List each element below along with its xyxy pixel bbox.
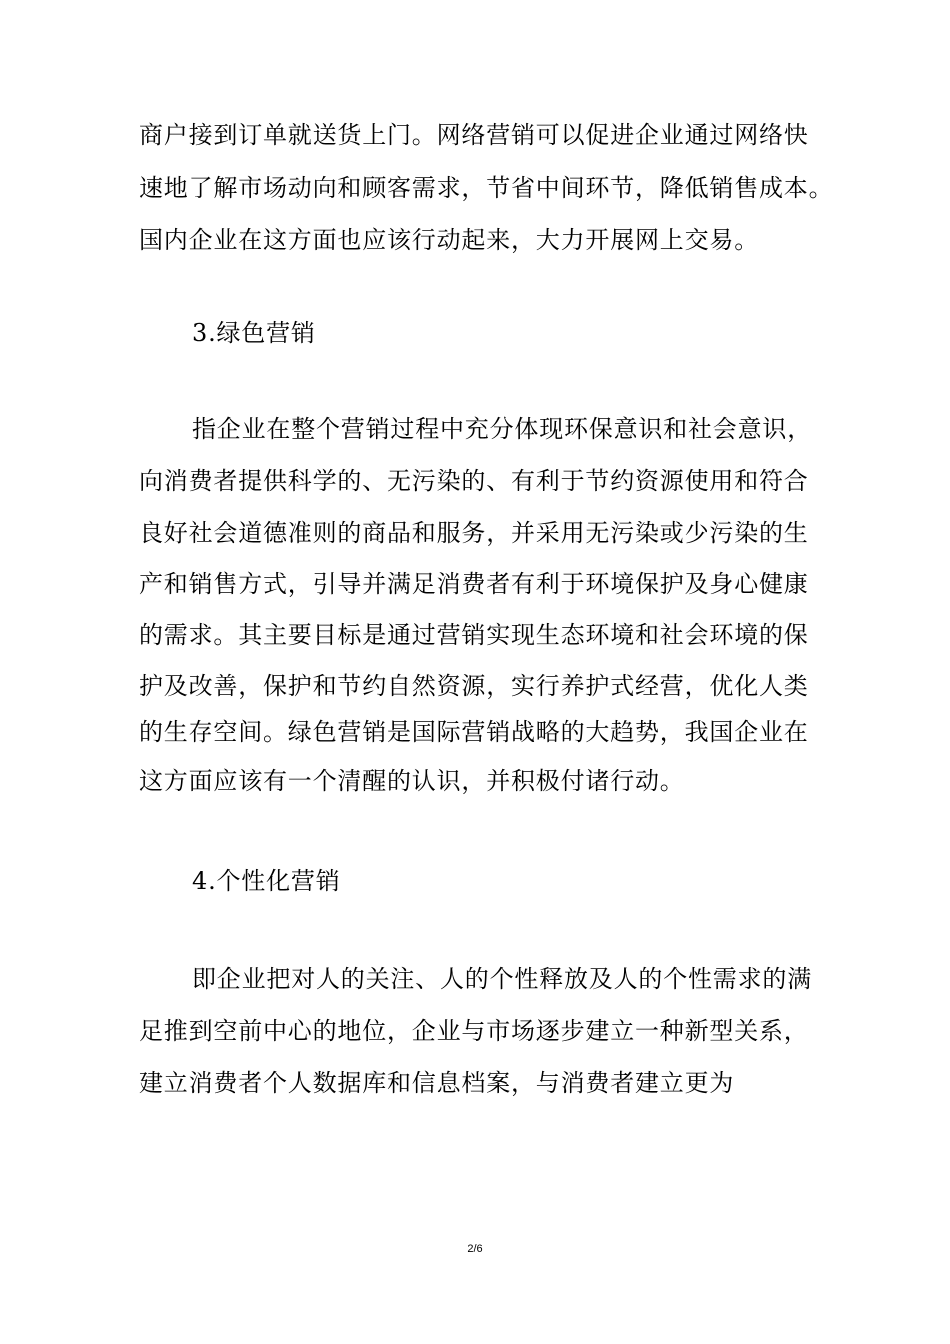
section-heading-green-marketing: 3.绿色营销 bbox=[192, 319, 316, 347]
paragraph-line: 指企业在整个营销过程中充分体现环保意识和社会意识， bbox=[192, 415, 812, 443]
paragraph-line: 商户接到订单就送货上门。网络营销可以促进企业通过网络快 bbox=[139, 121, 809, 149]
paragraph-line: 产和销售方式，引导并满足消费者有利于环境保护及身心健康 bbox=[139, 570, 809, 598]
paragraph-line: 即企业把对人的关注、人的个性释放及人的个性需求的满 bbox=[192, 965, 812, 993]
paragraph-line: 向消费者提供科学的、无污染的、有利于节约资源使用和符合 bbox=[139, 467, 809, 495]
paragraph-line: 建立消费者个人数据库和信息档案，与消费者建立更为 bbox=[139, 1069, 735, 1097]
paragraph-line: 国内企业在这方面也应该行动起来，大力开展网上交易。 bbox=[139, 226, 759, 254]
paragraph-line: 良好社会道德准则的商品和服务，并采用无污染或少污染的生 bbox=[139, 519, 809, 547]
paragraph-line: 的需求。其主要目标是通过营销实现生态环境和社会环境的保 bbox=[139, 621, 809, 649]
paragraph-line: 速地了解市场动向和顾客需求，节省中间环节，降低销售成本。 bbox=[139, 174, 834, 202]
paragraph-line: 这方面应该有一个清醒的认识，并积极付诸行动。 bbox=[139, 767, 685, 795]
paragraph-line: 护及改善，保护和节约自然资源，实行养护式经营，优化人类 bbox=[139, 672, 809, 700]
page-number: 2/6 bbox=[467, 1243, 483, 1255]
section-heading-personalized-marketing: 4.个性化营销 bbox=[192, 867, 341, 895]
paragraph-line: 的生存空间。绿色营销是国际营销战略的大趋势，我国企业在 bbox=[139, 718, 809, 746]
paragraph-line: 足推到空前中心的地位，企业与市场逐步建立一种新型关系， bbox=[139, 1017, 809, 1045]
